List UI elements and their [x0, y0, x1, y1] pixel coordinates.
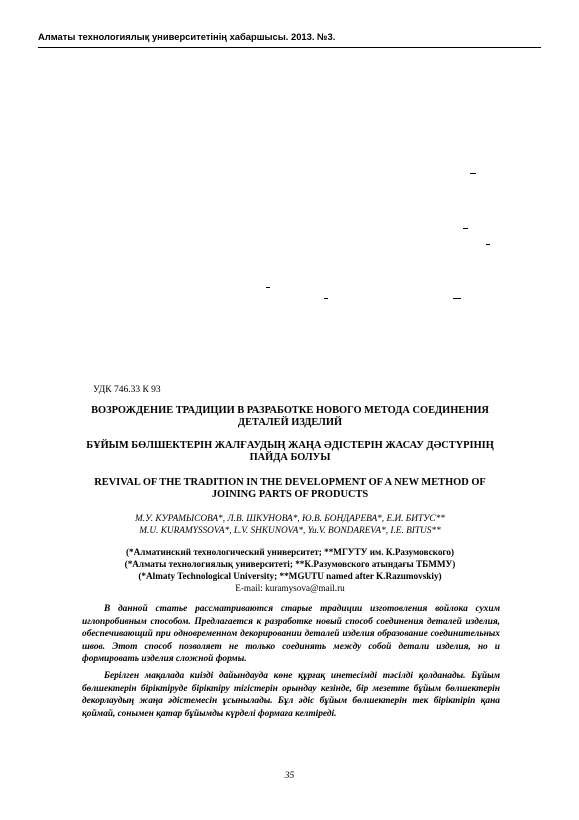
affiliation-ru: (*Алматинский технологический университет; **МГУТУ им. К.Разумовского)	[125, 547, 455, 557]
author-email: E-mail: kuramysova@mail.ru	[235, 583, 345, 593]
authors-en: M.U. KURAMYSSOVA*, L.V. SHKUNOVA*, Yu.V. BONDAREVA*, I.E. BITUS**	[139, 526, 441, 536]
title-kz-line-2: ПАЙДА БОЛУЫ	[249, 452, 331, 463]
stray-mark	[453, 298, 461, 299]
stray-mark	[266, 287, 270, 288]
page-number: 35	[284, 771, 295, 781]
stray-mark	[463, 228, 468, 229]
title-en-line-2: JOINING PARTS OF PRODUCTS	[211, 489, 369, 500]
title-kz	[60, 440, 520, 464]
affiliation-kz: (*Алматы технологиялық университеті; **К.Разумовского атындағы ТБММУ)	[124, 559, 456, 569]
abstract-ru: В данной статье рассматриваются старые традиции изготовления войлока сухим иглопробивным способом. Предлагается к разработке новый способ соединения деталей изделия, обеспечивающий при одновременном декорировании деталей изделия образование соединительных швов. Этот способ позволяет не только соединять между собой детали изделия, но и формировать изделия сложной формы.	[82, 604, 500, 665]
stray-mark	[470, 173, 476, 174]
title-kz-line-1: БҰЙЫМ БӨЛШЕКТЕРІН ЖАЛҒАУДЫҢ ЖАҢА ӘДІСТЕРІН ЖАСАУ ДӘСТҮРІНІҢ	[86, 440, 494, 451]
title-ru	[60, 405, 520, 429]
affiliation-en: (*Almaty Technological University; **MGUTU named after K.Razumovskiy)	[138, 571, 442, 581]
journal-header: Алматы технологиялық университетінің хабаршысы. 2013. №3.	[38, 31, 541, 48]
title-ru-line-1: ВОЗРОЖДЕНИЕ ТРАДИЦИИ В РАЗРАБОТКЕ НОВОГО МЕТОДА СОЕДИНЕНИЯ	[91, 405, 489, 416]
stray-mark	[486, 244, 490, 245]
title-en-line-1: REVIVAL OF THE TRADITION IN THE DEVELOPMENT OF A NEW METHOD OF	[94, 477, 486, 488]
title-en	[60, 477, 520, 501]
title-ru-line-2: ДЕТАЛЕЙ ИЗДЕЛИЙ	[237, 417, 343, 428]
abstract-kz: Берілген мақалада киізді дайындауда көне құрғақ инетесімді тәсілді қолданады. Бұйым бөлшектерін біріктіруде біріктіру тігістерін орындау кезінде, бір мезетте бұйым бөлшектерін декорлаудың жаңа әдістемесін ұсынылады. Бұл әдіс бұйым бөлшектерін тек біріктіріп қана қоймай, сонымен қатар бұйымды күрделі формаға келтіреді.	[82, 671, 500, 719]
stray-mark	[324, 298, 328, 299]
udc-code: УДК 746.33 К 93	[93, 385, 161, 395]
authors-ru: М.У. КУРАМЫСОВА*, Л.В. ШКУНОВА*, Ю.В. БОНДАРЕВА*, Е.И. БИТУС**	[135, 514, 445, 524]
